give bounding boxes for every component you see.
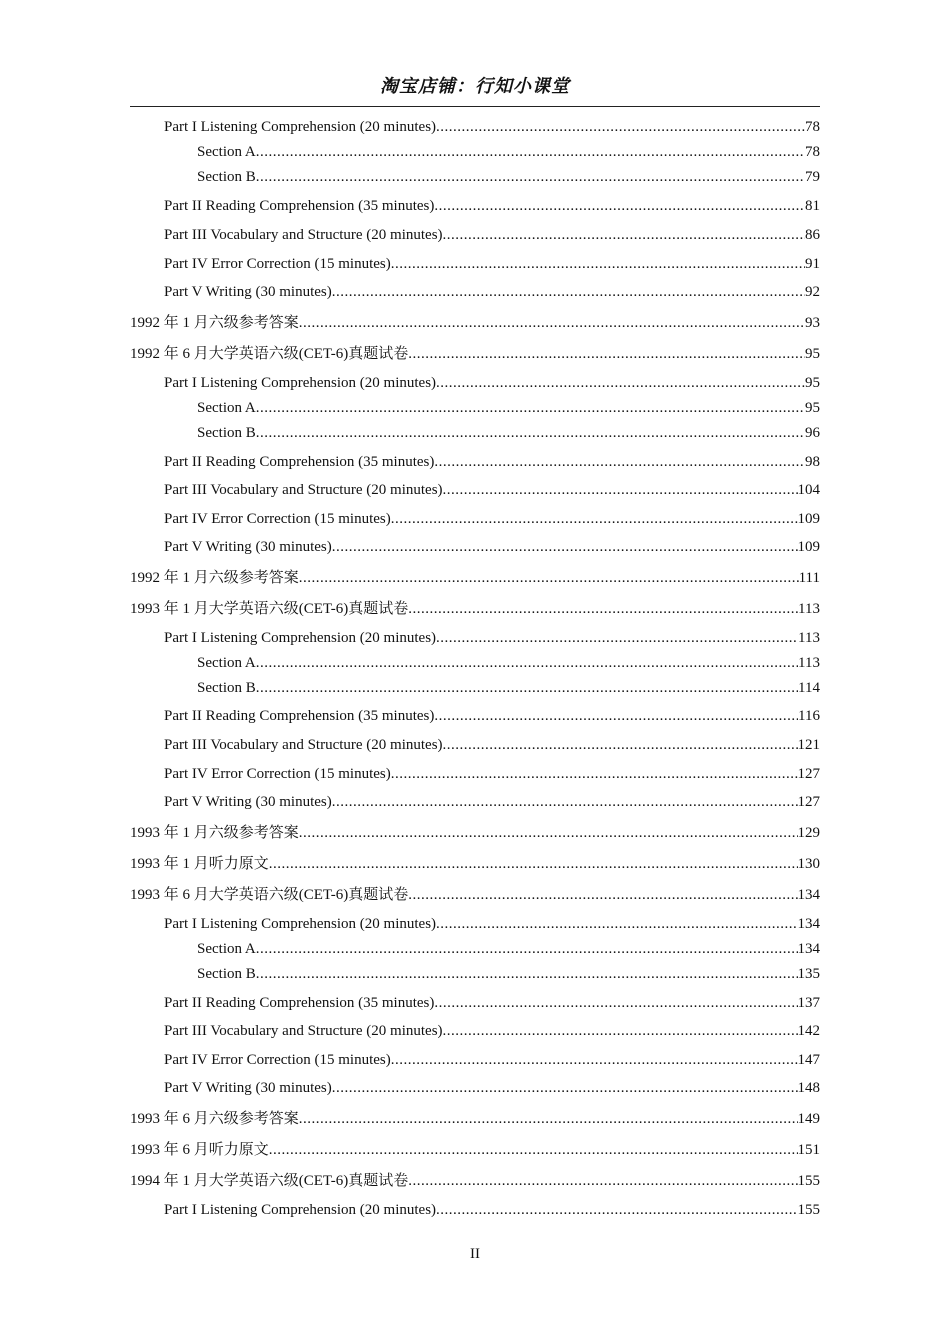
- toc-entry-page: 78: [805, 119, 820, 135]
- toc-entry-page: 149: [797, 1111, 820, 1127]
- toc-entry-page: 155: [797, 1173, 820, 1189]
- toc-leader-dots: [443, 225, 805, 245]
- toc-entry-chapter[interactable]: [130, 599, 820, 619]
- toc-entry-title: Part II Reading Comprehension (35 minutes): [164, 995, 435, 1011]
- toc-leader-dots: [256, 142, 805, 162]
- toc-entry-part[interactable]: [130, 509, 820, 529]
- toc-entry-title: 1992 年 1 月六级参考答案: [130, 315, 299, 331]
- toc-entry-chapter[interactable]: [130, 568, 820, 588]
- toc-entry-title: 1993 年 1 月听力原文: [130, 856, 269, 872]
- toc-leader-dots: [408, 885, 797, 905]
- toc-entry-section[interactable]: [130, 423, 820, 443]
- toc-entry-title: Part III Vocabulary and Structure (20 minutes): [164, 227, 443, 243]
- toc-entry-title: Part I Listening Comprehension (20 minutes): [164, 916, 437, 932]
- toc-entry-section[interactable]: [130, 678, 820, 698]
- toc-entry-title: Part II Reading Comprehension (35 minutes): [164, 454, 435, 470]
- toc-entry-part[interactable]: [130, 537, 820, 557]
- toc-entry-page: 113: [798, 630, 820, 646]
- toc-entry-title: Part IV Error Correction (15 minutes): [164, 256, 391, 272]
- toc-entry-page: 104: [797, 482, 820, 498]
- toc-entry-page: 148: [797, 1080, 820, 1096]
- toc-entry-part[interactable]: [130, 706, 820, 726]
- toc-entry-part[interactable]: [130, 1021, 820, 1041]
- toc-leader-dots: [443, 735, 798, 755]
- toc-entry-page: 81: [805, 198, 820, 214]
- toc-entry-page: 147: [797, 1052, 820, 1068]
- toc-leader-dots: [443, 480, 798, 500]
- toc-leader-dots: [391, 254, 805, 274]
- toc-entry-part[interactable]: [130, 196, 820, 216]
- toc-entry-chapter[interactable]: [130, 344, 820, 364]
- toc-entry-title: Part I Listening Comprehension (20 minutes): [164, 630, 437, 646]
- toc-leader-dots: [408, 599, 798, 619]
- toc-leader-dots: [332, 537, 798, 557]
- toc-entry-page: 113: [798, 601, 820, 617]
- toc-entry-part[interactable]: [130, 1050, 820, 1070]
- toc-entry-title: Part IV Error Correction (15 minutes): [164, 766, 391, 782]
- toc-entry-title: 1994 年 1 月大学英语六级(CET-6)真题试卷: [130, 1173, 409, 1189]
- toc-leader-dots: [299, 823, 798, 843]
- toc-leader-dots: [299, 313, 805, 333]
- toc-entry-part[interactable]: [130, 254, 820, 274]
- toc-entry-part[interactable]: [130, 914, 820, 934]
- toc-entry-part[interactable]: [130, 373, 820, 393]
- toc-entry-title: Section A: [197, 655, 256, 671]
- toc-leader-dots: [256, 964, 798, 984]
- toc-entry-page: 116: [798, 708, 820, 724]
- toc-entry-title: Part IV Error Correction (15 minutes): [164, 1052, 391, 1068]
- toc-entry-part[interactable]: [130, 225, 820, 245]
- toc-entry-part[interactable]: [130, 282, 820, 302]
- toc-leader-dots: [299, 1109, 798, 1129]
- toc-entry-page: 142: [797, 1023, 820, 1039]
- toc-entry-page: 134: [797, 887, 820, 903]
- toc-entry-part[interactable]: [130, 993, 820, 1013]
- toc-entry-title: 1993 年 6 月六级参考答案: [130, 1111, 299, 1127]
- toc-leader-dots: [434, 706, 798, 726]
- toc-entry-page: 129: [797, 825, 820, 841]
- toc-entry-title: Section B: [197, 425, 256, 441]
- toc-entry-title: Section A: [197, 144, 256, 160]
- toc-entry-title: Part V Writing (30 minutes): [164, 794, 332, 810]
- toc-entry-part[interactable]: [130, 628, 820, 648]
- toc-entry-title: Part IV Error Correction (15 minutes): [164, 511, 391, 527]
- toc-leader-dots: [269, 1140, 798, 1160]
- toc-entry-title: Section B: [197, 966, 256, 982]
- toc-entry-page: 98: [805, 454, 820, 470]
- toc-entry-page: 121: [797, 737, 820, 753]
- toc-entry-page: 109: [797, 511, 820, 527]
- toc-leader-dots: [434, 196, 805, 216]
- toc-entry-title: 1993 年 1 月大学英语六级(CET-6)真题试卷: [130, 601, 409, 617]
- toc-entry-title: Section A: [197, 941, 256, 957]
- toc-entry-page: 111: [798, 570, 820, 586]
- toc-entry-title: Part V Writing (30 minutes): [164, 539, 332, 555]
- toc-entry-part[interactable]: [130, 117, 820, 137]
- toc-leader-dots: [434, 993, 797, 1013]
- toc-entry-page: 91: [805, 256, 820, 272]
- toc-leader-dots: [434, 452, 805, 472]
- toc-entry-page: 113: [798, 655, 820, 671]
- toc-leader-dots: [256, 678, 798, 698]
- toc-entry-page: 134: [797, 916, 820, 932]
- toc-entry-title: Part II Reading Comprehension (35 minutes): [164, 198, 435, 214]
- toc-entry-title: Part V Writing (30 minutes): [164, 1080, 332, 1096]
- toc-entry-chapter[interactable]: [130, 1140, 820, 1160]
- toc-leader-dots: [436, 1200, 797, 1220]
- toc-entry-section[interactable]: [130, 939, 820, 959]
- toc-entry-part[interactable]: [130, 735, 820, 755]
- toc-entry-section[interactable]: [130, 398, 820, 418]
- toc-entry-title: Part I Listening Comprehension (20 minutes): [164, 375, 437, 391]
- toc-entry-page: 134: [797, 941, 820, 957]
- toc-entry-page: 130: [797, 856, 820, 872]
- toc-entry-page: 127: [797, 794, 820, 810]
- toc-leader-dots: [256, 398, 805, 418]
- header-title: 淘宝店铺：行知小课堂: [380, 76, 570, 97]
- toc-entry-page: 95: [805, 400, 820, 416]
- toc-leader-dots: [332, 282, 805, 302]
- toc-entry-page: 127: [797, 766, 820, 782]
- toc-entry-title: Part III Vocabulary and Structure (20 minutes): [164, 1023, 443, 1039]
- toc-leader-dots: [332, 1078, 798, 1098]
- toc-entry-page: 95: [805, 375, 820, 391]
- toc-entry-page: 96: [805, 425, 820, 441]
- toc-leader-dots: [269, 854, 798, 874]
- toc-entry-page: 137: [797, 995, 820, 1011]
- toc-leader-dots: [391, 1050, 798, 1070]
- toc-leader-dots: [408, 1171, 797, 1191]
- toc-entry-page: 79: [805, 169, 820, 185]
- toc-entry-page: 114: [798, 680, 820, 696]
- toc-entry-chapter[interactable]: [130, 313, 820, 333]
- toc-entry-title: 1993 年 1 月六级参考答案: [130, 825, 299, 841]
- toc-entry-page: 155: [797, 1202, 820, 1218]
- toc-leader-dots: [408, 344, 805, 364]
- toc-entry-title: Part III Vocabulary and Structure (20 minutes): [164, 737, 443, 753]
- toc-entry-title: 1993 年 6 月听力原文: [130, 1142, 269, 1158]
- toc-leader-dots: [436, 117, 805, 137]
- toc-entry-page: 95: [805, 346, 820, 362]
- toc-leader-dots: [256, 653, 798, 673]
- toc-entry-chapter[interactable]: [130, 854, 820, 874]
- toc-leader-dots: [391, 764, 798, 784]
- toc-entry-title: Part III Vocabulary and Structure (20 minutes): [164, 482, 443, 498]
- toc-entry-title: Part I Listening Comprehension (20 minutes): [164, 119, 437, 135]
- toc-entry-title: Section A: [197, 400, 256, 416]
- toc-entry-title: 1993 年 6 月大学英语六级(CET-6)真题试卷: [130, 887, 409, 903]
- toc-leader-dots: [332, 792, 798, 812]
- page-number: II: [470, 1246, 480, 1262]
- toc-entry-part[interactable]: [130, 1200, 820, 1220]
- toc-entry-chapter[interactable]: [130, 823, 820, 843]
- toc-leader-dots: [256, 423, 805, 443]
- toc-entry-part[interactable]: [130, 1078, 820, 1098]
- toc-leader-dots: [436, 373, 805, 393]
- toc-leader-dots: [443, 1021, 798, 1041]
- toc-entry-part[interactable]: [130, 452, 820, 472]
- toc-entry-section[interactable]: [130, 653, 820, 673]
- toc-entry-chapter[interactable]: [130, 1109, 820, 1129]
- toc-leader-dots: [436, 628, 798, 648]
- toc-entry-page: 92: [805, 284, 820, 300]
- toc-leader-dots: [256, 167, 805, 187]
- toc-entry-section[interactable]: [130, 964, 820, 984]
- toc-leader-dots: [436, 914, 797, 934]
- toc-leader-dots: [299, 568, 799, 588]
- toc-entry-title: 1992 年 1 月六级参考答案: [130, 570, 299, 586]
- toc-entry-section[interactable]: [130, 167, 820, 187]
- toc-entry-chapter[interactable]: [130, 1171, 820, 1191]
- page-header: [130, 72, 820, 107]
- toc-leader-dots: [256, 939, 798, 959]
- toc-leader-dots: [391, 509, 798, 529]
- toc-entry-page: 109: [797, 539, 820, 555]
- toc-entry-title: Part I Listening Comprehension (20 minutes): [164, 1202, 437, 1218]
- toc-entry-section[interactable]: [130, 142, 820, 162]
- toc-entry-page: 135: [797, 966, 820, 982]
- toc-entry-chapter[interactable]: [130, 885, 820, 905]
- toc-entry-part[interactable]: [130, 792, 820, 812]
- toc-entry-page: 151: [797, 1142, 820, 1158]
- toc-entry-title: Section B: [197, 680, 256, 696]
- toc-entry-title: Section B: [197, 169, 256, 185]
- toc-entry-part[interactable]: [130, 480, 820, 500]
- toc-entry-part[interactable]: [130, 764, 820, 784]
- toc-entry-title: Part II Reading Comprehension (35 minutes): [164, 708, 435, 724]
- toc-entry-page: 78: [805, 144, 820, 160]
- toc-entry-title: 1992 年 6 月大学英语六级(CET-6)真题试卷: [130, 346, 409, 362]
- toc-entry-page: 93: [805, 315, 820, 331]
- toc-entry-title: Part V Writing (30 minutes): [164, 284, 332, 300]
- toc-entry-page: 86: [805, 227, 820, 243]
